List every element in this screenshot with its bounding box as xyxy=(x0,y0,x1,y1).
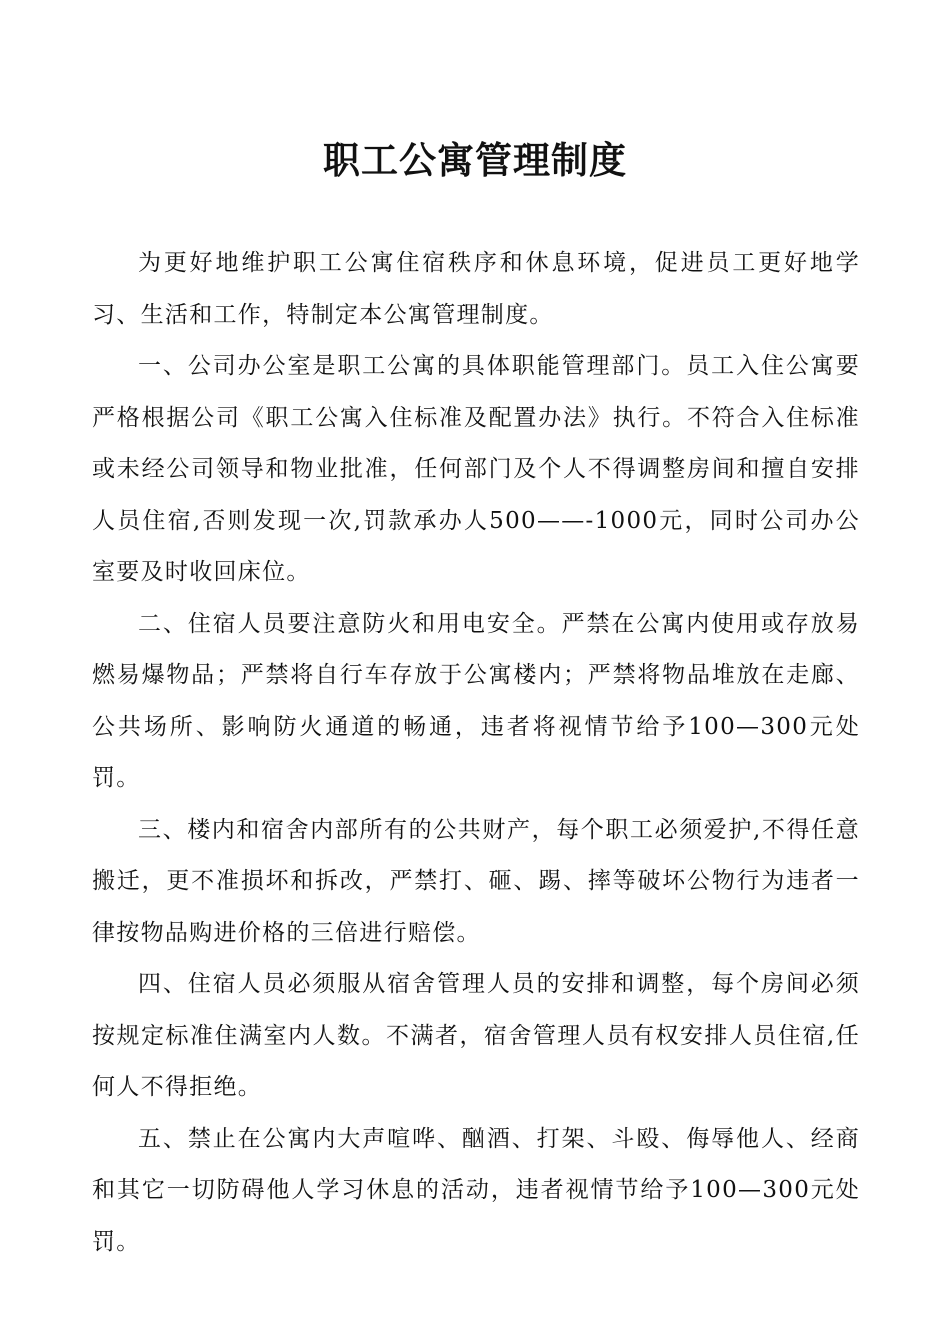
document-title: 职工公寓管理制度 xyxy=(323,139,627,182)
paragraph-rule-1: 一、公司办公室是职工公寓的具体职能管理部门。员工入住公寓要严格根据公司《职工公寓入住标准及配置办法》执行。不符合入住标准或未经公司领导和物业批准，任何部门及个人不得调整房间和擅自安排人员住宿,否则发现一次,罚款承办人500——-1000元，同时公司办公室要及时收回床位。 xyxy=(92,353,860,585)
paragraph-rule-4: 四、住宿人员必须服从宿舍管理人员的安排和调整，每个房间必须按规定标准住满室内人数。不满者，宿舍管理人员有权安排人员住宿,任何人不得拒绝。 xyxy=(92,971,860,1100)
paragraph-rule-3: 三、楼内和宿舍内部所有的公共财产，每个职工必须爱护,不得任意搬迁，更不准损坏和拆改，严禁打、砸、踢、摔等破坏公物行为违者一律按物品购进价格的三倍进行赔偿。 xyxy=(92,816,860,946)
document-body xyxy=(92,238,860,1268)
paragraph-intro: 为更好地维护职工公寓住宿秩序和休息环境，促进员工更好地学习、生活和工作，特制定本公寓管理制度。 xyxy=(92,250,860,328)
paragraph-rule-2: 二、住宿人员要注意防火和用电安全。严禁在公寓内使用或存放易燃易爆物品；严禁将自行车存放于公寓楼内；严禁将物品堆放在走廊、公共场所、影响防火通道的畅通，违者将视情节给予100—300元处罚。 xyxy=(92,610,860,791)
paragraph-rule-5: 五、禁止在公寓内大声喧哗、酗酒、打架、斗殴、侮辱他人、经商和其它一切防碍他人学习休息的活动，违者视情节给予100—300元处罚。 xyxy=(92,1125,860,1255)
